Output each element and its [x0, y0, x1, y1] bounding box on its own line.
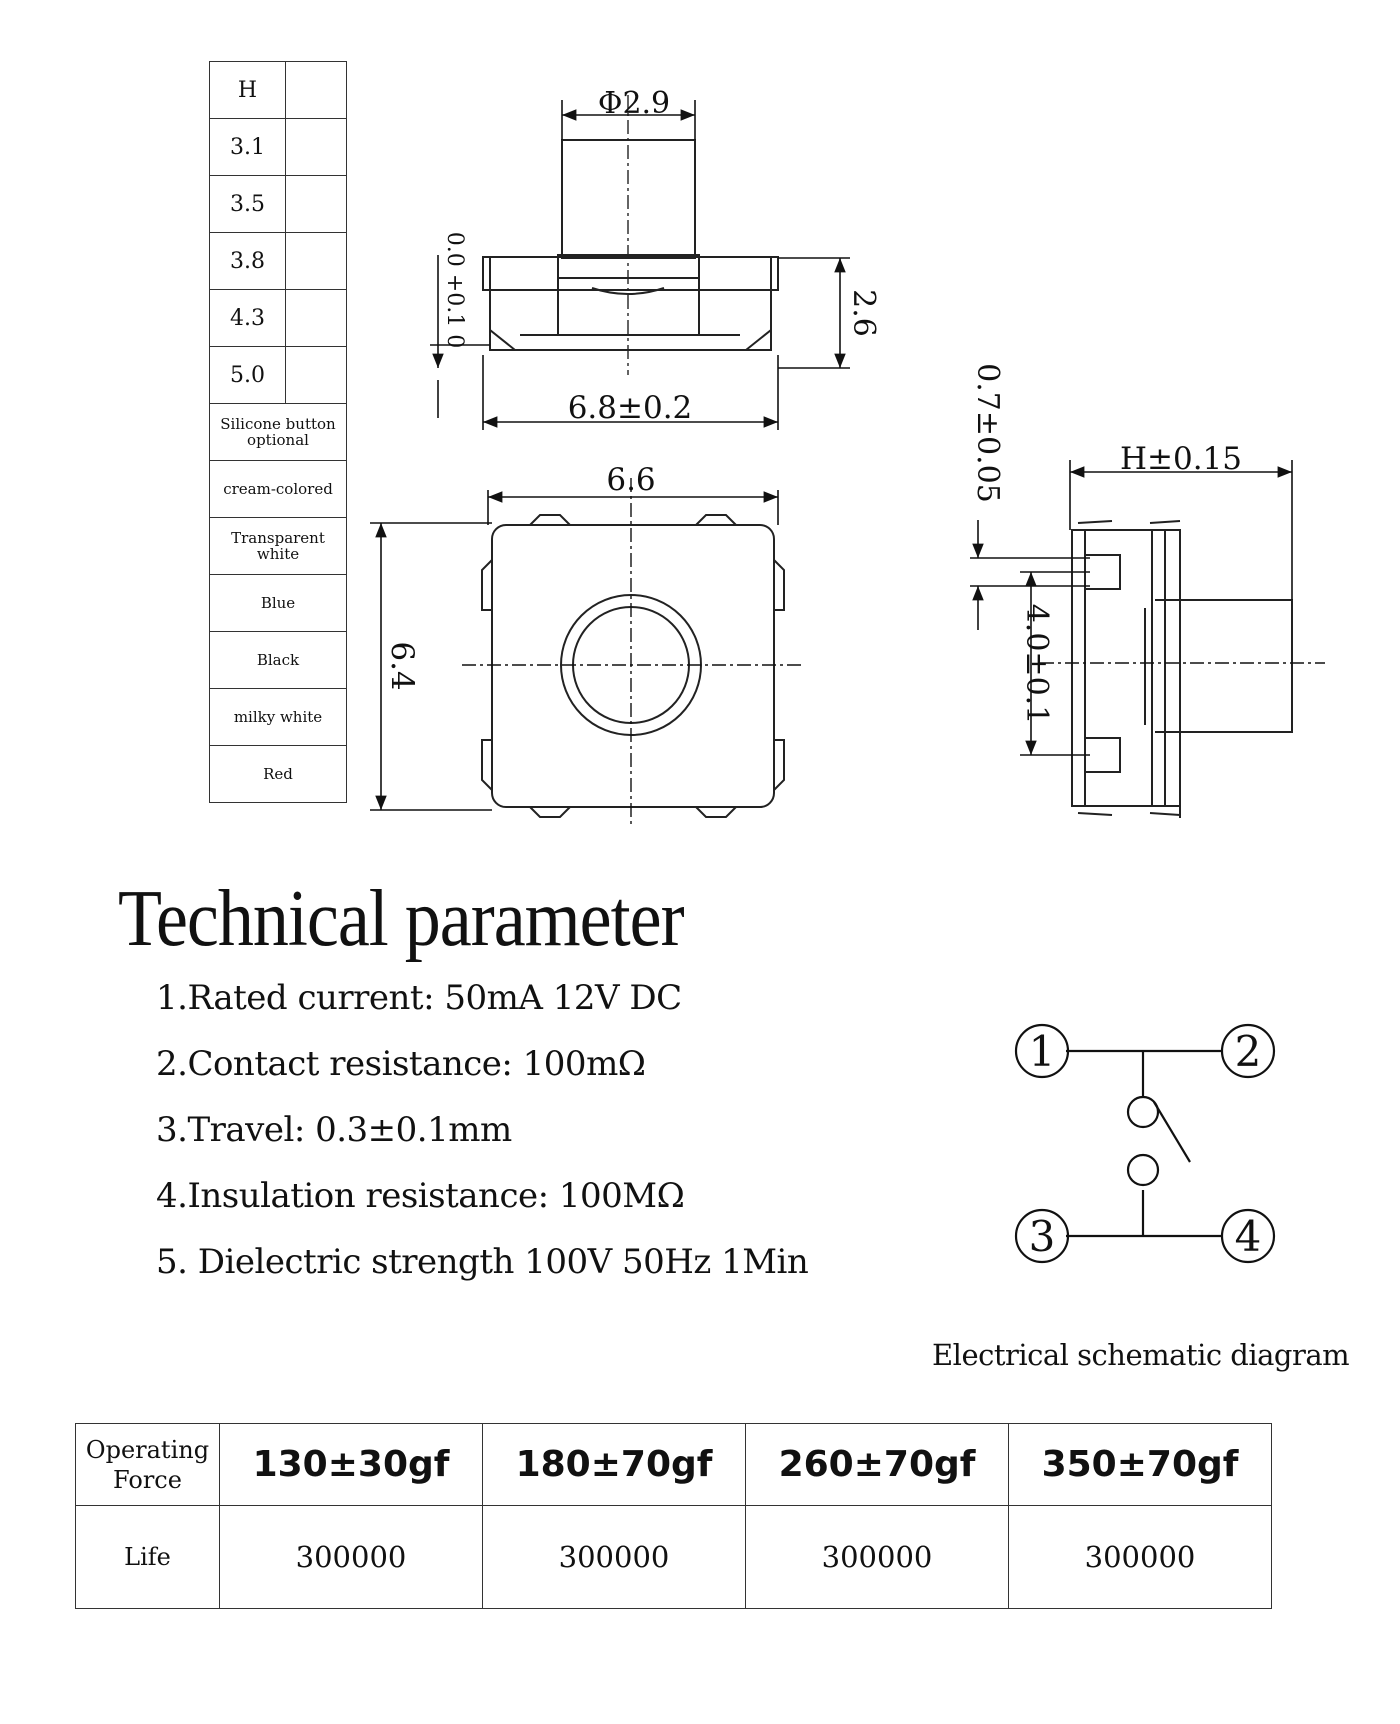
height-option: 5.0 — [210, 347, 286, 404]
pin-2: 2 — [1234, 1027, 1262, 1076]
parameter-item: 3.Travel: 0.3±0.1mm — [156, 1110, 512, 1150]
dim-width: 6.6 — [606, 462, 656, 498]
life-value: 300000 — [1009, 1506, 1272, 1609]
parameter-item: 2.Contact resistance: 100mΩ — [156, 1044, 646, 1084]
dim-depth: 6.4 — [384, 641, 420, 691]
parameter-item: 1.Rated current: 50mA 12V DC — [156, 978, 682, 1018]
force-value: 130±30gf — [220, 1424, 483, 1506]
dim-pin-pitch: 4.0±0.1 — [1019, 603, 1054, 725]
pin-1: 1 — [1028, 1027, 1056, 1076]
parameter-item: 4.Insulation resistance: 100MΩ — [156, 1176, 685, 1216]
height-option: 4.3 — [210, 290, 286, 347]
color-option: Silicone button optional — [210, 404, 347, 461]
life-value: 300000 — [220, 1506, 483, 1609]
pin-3: 3 — [1028, 1212, 1056, 1261]
parameter-list — [156, 978, 808, 1308]
color-option: Red — [210, 746, 347, 803]
side-view-dims — [430, 100, 850, 430]
force-value: 350±70gf — [1009, 1424, 1272, 1506]
pin-4: 4 — [1234, 1212, 1262, 1261]
color-option: milky white — [210, 689, 347, 746]
dim-phi: Φ2.9 — [597, 86, 671, 121]
dim-width-tol: 6.8±0.2 — [567, 390, 693, 426]
dim-pin-width: 0.7±0.05 — [970, 363, 1005, 503]
height-option: 3.5 — [210, 176, 286, 233]
h-header: H — [210, 62, 286, 119]
dim-gap: 0.0 +0.1 0 — [442, 231, 467, 349]
force-value: 180±70gf — [483, 1424, 746, 1506]
color-option: cream-colored — [210, 461, 347, 518]
force-life-table — [75, 1423, 1272, 1609]
height-option: 3.8 — [210, 233, 286, 290]
life-value: 300000 — [483, 1506, 746, 1609]
schematic-caption: Electrical schematic diagram — [932, 1338, 1350, 1372]
color-option: Black — [210, 632, 347, 689]
top-view — [482, 515, 784, 817]
dim-h-tol: H±0.15 — [1119, 441, 1243, 477]
dim-height: 2.6 — [846, 289, 881, 337]
life-label: Life — [76, 1506, 220, 1609]
right-side-view — [1072, 521, 1292, 818]
right-side-dims — [970, 460, 1292, 755]
color-option: Blue — [210, 575, 347, 632]
technical-title: Technical parameter — [118, 873, 684, 964]
parameter-item: 5. Dielectric strength 100V 50Hz 1Min — [156, 1242, 809, 1282]
life-value: 300000 — [746, 1506, 1009, 1609]
side-view — [483, 95, 778, 375]
force-value: 260±70gf — [746, 1424, 1009, 1506]
height-option: 3.1 — [210, 119, 286, 176]
operating-force-label: Operating Force — [76, 1424, 220, 1506]
color-option: Transparent white — [210, 518, 347, 575]
